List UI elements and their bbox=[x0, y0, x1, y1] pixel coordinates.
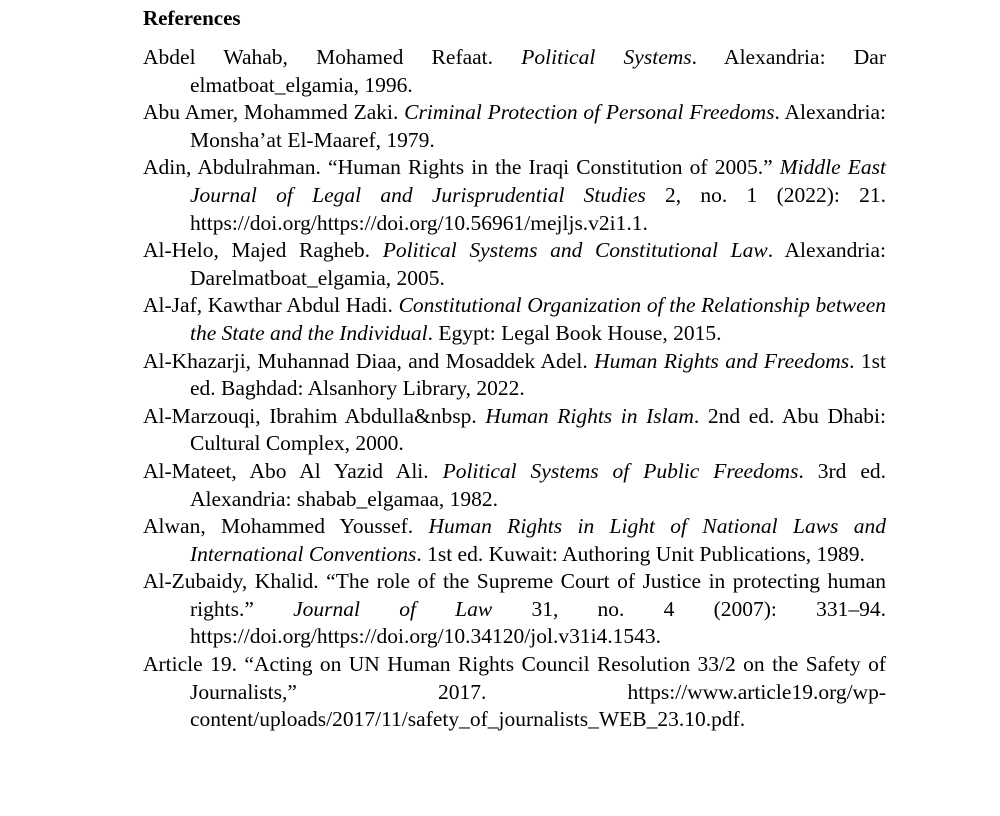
reference-entry bbox=[143, 513, 886, 568]
reference-text: 2, no. 1 (2022): 21. https://doi.org/https://doi.org/10.56961/mejljs.v2i1.1. bbox=[190, 182, 886, 235]
reference-text: . Alexandria: Dar elmatboat_elgamia, 1996. bbox=[190, 45, 887, 97]
reference-text: Al-Zubaidy, Khalid. “The role of the Supreme Court of Justice in protecting human rights.” bbox=[143, 569, 886, 621]
reference-list bbox=[143, 44, 886, 734]
reference-text: Abu Amer, Mohammed Zaki. bbox=[143, 100, 405, 125]
reference-text: Article 19. “Acting on UN Human Rights Council Resolution 33/2 on the Safety of Journalists,” 2017. https://www.article19.org/wp-content/uploads/2017/11/safety_of_journalists_WEB_23.10.pdf. bbox=[143, 652, 886, 732]
reference-title: Human Rights and Freedoms bbox=[594, 348, 850, 373]
reference-text: . 3rd ed. Alexandria: shabab_elgamaa, 1982. bbox=[190, 458, 886, 511]
reference-entry bbox=[143, 348, 886, 403]
reference-entry bbox=[143, 403, 886, 458]
references-heading: References bbox=[143, 6, 241, 30]
reference-text: Al-Marzouqi, Ibrahim Abdulla&nbsp. bbox=[143, 403, 486, 428]
reference-entry bbox=[143, 99, 886, 154]
reference-text: . Alexandria: Darelmatboat_elgamia, 2005. bbox=[190, 238, 886, 290]
reference-text: Adin, Abdulrahman. “Human Rights in the Iraqi Constitution of 2005.” bbox=[143, 155, 780, 180]
reference-text: 31, no. 4 (2007): 331–94. https://doi.org/https://doi.org/10.34120/jol.v31i4.1543. bbox=[190, 596, 887, 649]
reference-entry bbox=[143, 44, 886, 99]
reference-text: Al-Mateet, Abo Al Yazid Ali. bbox=[143, 458, 443, 483]
reference-text: . 2nd ed. Abu Dhabi: Cultural Complex, 2000. bbox=[190, 403, 886, 456]
reference-text: . Egypt: Legal Book House, 2015. bbox=[427, 320, 722, 345]
reference-text: Al-Helo, Majed Ragheb. bbox=[143, 238, 383, 263]
reference-entry bbox=[143, 651, 886, 734]
reference-title: Criminal Protection of Personal Freedoms bbox=[404, 100, 775, 125]
reference-title: Journal of Law bbox=[293, 596, 493, 621]
references-page bbox=[143, 4, 886, 734]
reference-title: Constitutional Organization of the Relationship between the State and the Individual bbox=[190, 293, 886, 345]
reference-text: Alwan, Mohammed Youssef. bbox=[143, 514, 429, 539]
reference-title: Human Rights in Light of National Laws and International Conventions bbox=[190, 514, 886, 566]
reference-title: Political Systems of Public Freedoms bbox=[442, 458, 799, 483]
reference-text: Abdel Wahab, Mohamed Refaat. bbox=[143, 45, 522, 69]
reference-entry bbox=[143, 568, 886, 651]
reference-text: . 1st ed. Baghdad: Alsanhory Library, 2022. bbox=[190, 348, 886, 401]
reference-entry bbox=[143, 292, 886, 347]
reference-text: . Alexandria: Monsha’at El-Maaref, 1979. bbox=[190, 100, 886, 152]
reference-entry bbox=[143, 154, 886, 237]
reference-entry bbox=[143, 458, 886, 513]
reference-title: Middle East Journal of Legal and Jurisprudential Studies bbox=[190, 155, 886, 207]
reference-title: Human Rights in Islam bbox=[485, 403, 694, 428]
reference-title: Political Systems bbox=[521, 45, 692, 69]
reference-entry bbox=[143, 237, 886, 292]
reference-title: Political Systems and Constitutional Law bbox=[382, 238, 768, 263]
reference-text: . 1st ed. Kuwait: Authoring Unit Publications, 1989. bbox=[416, 541, 865, 566]
reference-text: Al-Khazarji, Muhannad Diaa, and Mosaddek Adel. bbox=[143, 348, 595, 373]
reference-text: Al-Jaf, Kawthar Abdul Hadi. bbox=[143, 293, 399, 318]
